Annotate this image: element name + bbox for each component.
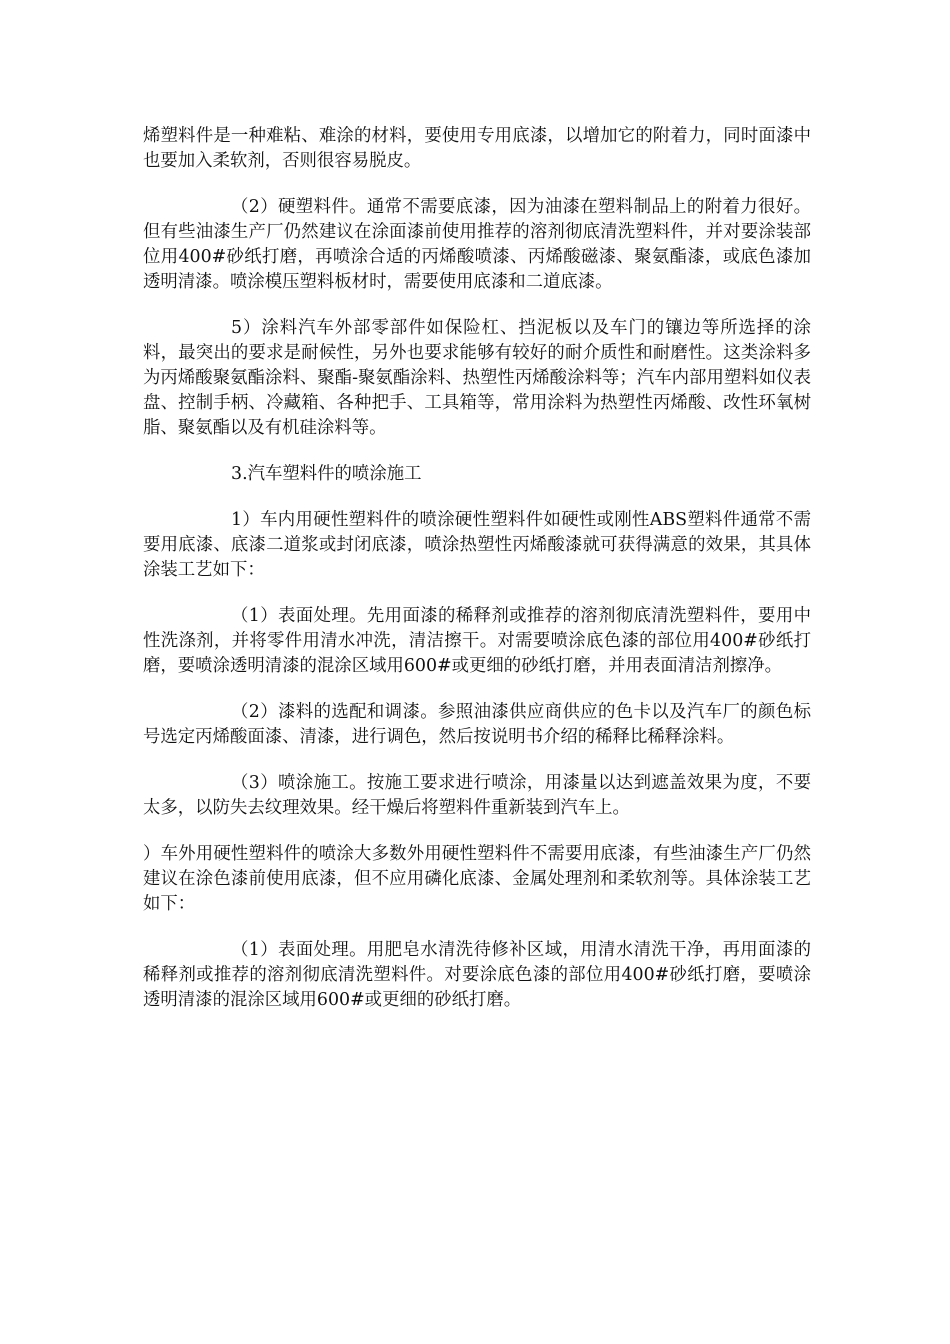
paragraph-paint-selection: （2）漆料的选配和调漆。参照油漆供应商供应的色卡以及汽车厂的颜色标号选定丙烯酸面漆、清漆，进行调色，然后按说明书介绍的稀释比稀释涂料。 (143, 702, 811, 747)
paragraph-surface-treatment-2: （1）表面处理。用肥皂水清洗待修补区域，用清水清洗干净，再用面漆的稀释剂或推荐的溶剂彻底清洗塑料件。对要涂底色漆的部位用400#砂纸打磨，要喷涂透明清漆的混涂区域用600#或更细的砂纸打磨。 (143, 940, 811, 1010)
document-body (143, 124, 811, 1013)
paragraph-coatings: 5）涂料汽车外部零部件如保险杠、挡泥板以及车门的镶边等所选择的涂料，最突出的要求是耐候性，另外也要求能够有较好的耐介质性和耐磨性。这类涂料多为丙烯酸聚氨酯涂料、聚酯-聚氨酯涂料、热塑性丙烯酸涂料等；汽车内部用塑料如仪表盘、控制手柄、冷藏箱、各种把手、工具箱等，常用涂料为热塑性丙烯酸、改性环氧树脂、聚氨酯以及有机硅涂料等。 (143, 318, 811, 438)
paragraph-interior-hard-plastic: 1）车内用硬性塑料件的喷涂硬性塑料件如硬性或刚性ABS塑料件通常不需要用底漆、底漆二道浆或封闭底漆，喷涂热塑性丙烯酸漆就可获得满意的效果，其具体涂装工艺如下： (143, 510, 811, 580)
paragraph-surface-treatment-1: （1）表面处理。先用面漆的稀释剂或推荐的溶剂彻底清洗塑料件，要用中性洗涤剂，并将零件用清水冲洗，清洁擦干。对需要喷涂底色漆的部位用400#砂纸打磨，要喷涂透明清漆的混涂区域用600#或更细的砂纸打磨，并用表面清洁剂擦净。 (143, 606, 811, 676)
paragraph-soft-plastic-continued: 烯塑料件是一种难粘、难涂的材料，要使用专用底漆，以增加它的附着力，同时面漆中也要加入柔软剂，否则很容易脱皮。 (143, 126, 811, 171)
section-heading-spraying: 3.汽车塑料件的喷涂施工 (231, 464, 422, 484)
paragraph-spray-application: （3）喷涂施工。按施工要求进行喷涂，用漆量以达到遮盖效果为度，不要太多，以防失去纹理效果。经干燥后将塑料件重新装到汽车上。 (143, 773, 811, 818)
paragraph-hard-plastic: （2）硬塑料件。通常不需要底漆，因为油漆在塑料制品上的附着力很好。但有些油漆生产厂仍然建议在涂面漆前使用推荐的溶剂彻底清洗塑料件，并对要涂装部位用400#砂纸打磨，再喷涂合适的丙烯酸喷漆、丙烯酸磁漆、聚氨酯漆，或底色漆加透明清漆。喷涂模压塑料板材时，需要使用底漆和二道底漆。 (143, 197, 811, 292)
paragraph-exterior-hard-plastic: ）车外用硬性塑料件的喷涂大多数外用硬性塑料件不需要用底漆，有些油漆生产厂仍然建议在涂色漆前使用底漆，但不应用磷化底漆、金属处理剂和柔软剂等。具体涂装工艺如下： (143, 844, 811, 914)
